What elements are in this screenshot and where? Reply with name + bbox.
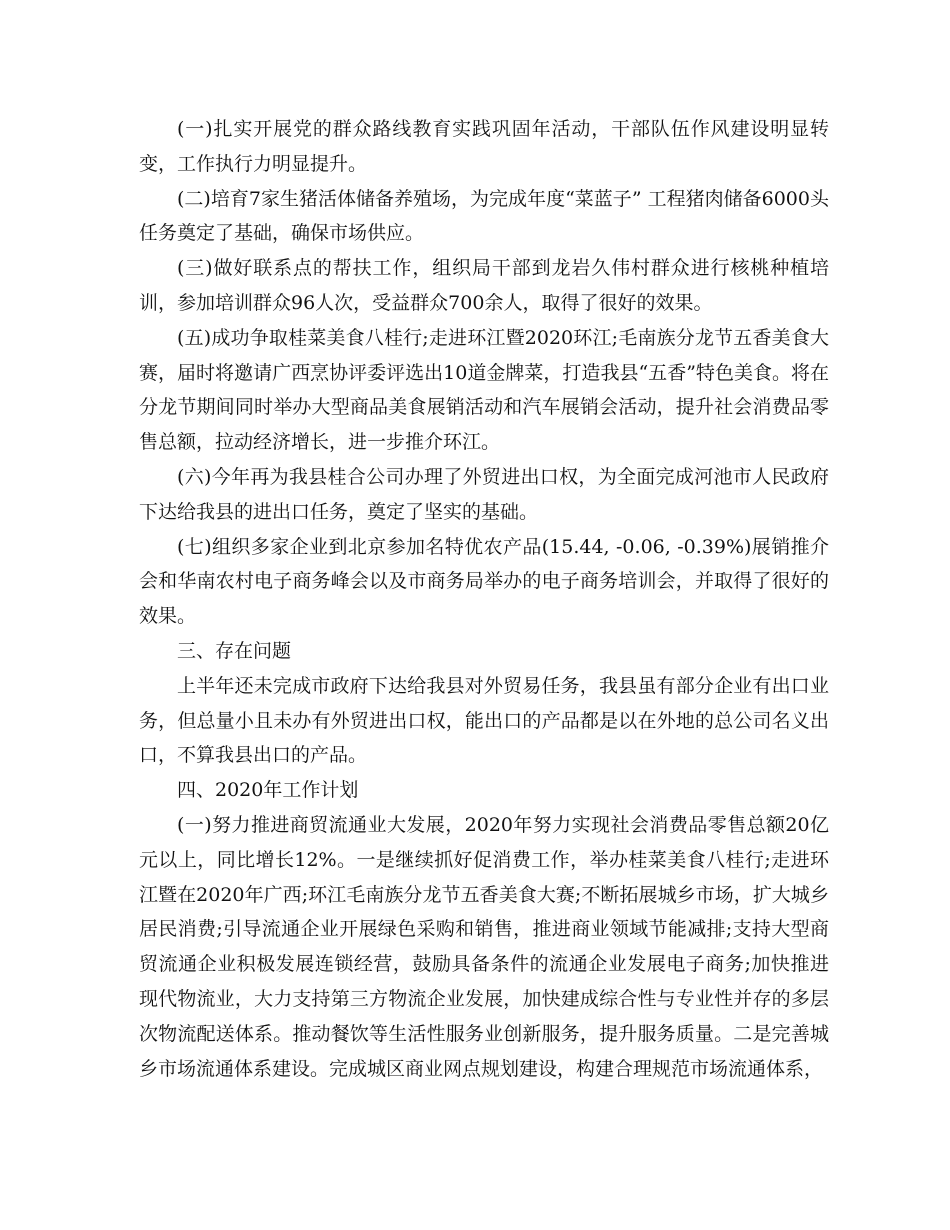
paragraph-5: (六)今年再为我县桂合公司办理了外贸进出口权，为全面完成河池市人民政府下达给我县的进出口任务，奠定了坚实的基础。 [139, 465, 829, 523]
document-body [139, 112, 829, 1086]
paragraph-4: (五)成功争取桂菜美食八桂行;走进环江暨2020环江;毛南族分龙节五香美食大赛，届时将邀请广西烹协评委评选出10道金牌菜，打造我县“五香”特色美食。将在分龙节期间同时举办大型商品美食展销活动和汽车展销会活动，提升社会消费品零售总额，拉动经济增长，进一步推介环江。 [139, 326, 829, 454]
paragraph-6: (七)组织多家企业到北京参加名特优农产品(15.44, -0.06, -0.39%)展销推介会和华南农村电子商务峰会以及市商务局举办的电子商务培训会，并取得了很好的效果。 [139, 535, 829, 628]
section-heading-plan: 四、2020年工作计划 [177, 779, 359, 802]
paragraph-3: (三)做好联系点的帮扶工作，组织局干部到龙岩久伟村群众进行核桃种植培训，参加培训群众96人次，受益群众700余人，取得了很好的效果。 [139, 257, 829, 314]
paragraph-problems: 上半年还未完成市政府下达给我县对外贸易任务，我县虽有部分企业有出口业务，但总量小且未办有外贸进出口权，能出口的产品都是以在外地的总公司名义出口，不算我县出口的产品。 [139, 674, 829, 767]
paragraph-plan: (一)努力推进商贸流通业大发展，2020年努力实现社会消费品零售总额20亿元以上，同比增长12%。一是继续抓好促消费工作，举办桂菜美食八桂行;走进环江暨在2020年广西;环江毛南族分龙节五香美食大赛;不断拓展城乡市场，扩大城乡居民消费;引导流通企业开展绿色采购和销售，推进商业领域节能减排;支持大型商贸流通企业积极发展连锁经营，鼓励具备条件的流通企业发展电子商务;加快推进现代物流业，大力支持第三方物流企业发展，加快建成综合性与专业性并存的多层次物流配送体系。推动餐饮等生活性服务业创新服务，提升服务质量。二是完善城乡市场流通体系建设。完成城区商业网点规划建设，构建合理规范市场流通体系， [139, 813, 829, 1080]
paragraph-1: (一)扎实开展党的群众路线教育实践巩固年活动，干部队伍作风建设明显转变，工作执行力明显提升。 [139, 118, 829, 175]
paragraph-2: (二)培育7家生猪活体储备养殖场，为完成年度“菜蓝子” 工程猪肉储备6000头任务奠定了基础，确保市场供应。 [139, 187, 829, 245]
section-heading-problems: 三、存在问题 [177, 639, 292, 662]
